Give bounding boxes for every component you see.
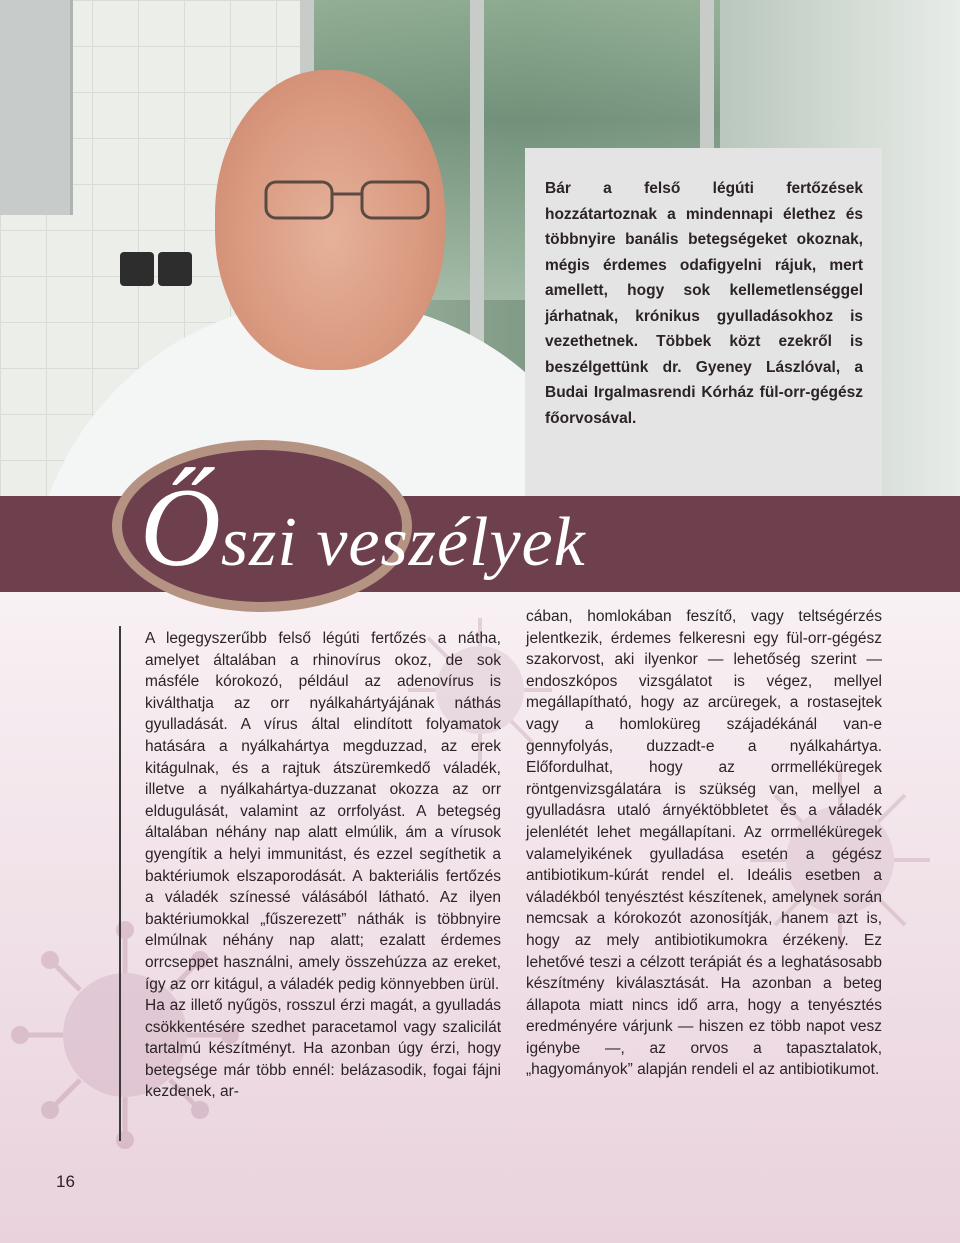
article-title: [140, 466, 586, 599]
title-initial: Ő: [140, 466, 221, 590]
glasses: [262, 178, 432, 222]
column1-paragraph-1: A legegyszerűbb felső légúti fertőzés a nátha, amelyet általában a rhinovírus okoz, de sok másféle kórokozó, például az adenovírus is kiválthatja az orr nyálkahártyájának náthás gyulladását. A vírus által elindított folyamatok hatására a nyálkahártya megduzzad, az erek kitágulnak, és a rajtuk átszüremkedő váladék, illetve a nyálkahártya-duzzanat okozza az orr eldugulását, valamint az orrfolyást. A betegség általában néhány nap alatt elmúlik, ám a vírusok gyengítik a helyi immunitást, és ezzel segíthetik a baktériumok elszaporodását. A bakteriális fertőzés a váladék színessé válásából látható. Az ilyen baktériumokkal „fűszerezett” náthák is többnyire elmúlnak néhány nap alatt; ezalatt érdemes orrcseppet használni, amely összehúzza az ereket, így az orr kitágul, a váladék pedig könnyebben ürül.: [145, 630, 501, 993]
wall-socket: [158, 252, 192, 286]
page-number: 16: [56, 1172, 75, 1191]
article-column-2: [526, 606, 882, 1081]
wall-panel: [0, 0, 73, 215]
wall-socket: [120, 252, 154, 286]
intro-text: Bár a felső légúti fertőzések hozzátartoznak a mindennapi élethez és többnyire banális betegségeket okoznak, mégis érdemes odafigyelni rájuk, mert amellett, hogy sok kellemetlenséggel járhatnak, krónikus gyulladásokhoz is vezethetnek. Többek közt ezekről is beszélgettünk dr. Gyeney Lászlóval, a Budai Irgalmasrendi Kórház fül-orr-gégész főorvosával.: [545, 180, 863, 427]
title-rest: szi veszélyek: [220, 504, 586, 581]
column1-paragraph-2: Ha az illető nyűgös, rosszul érzi magát, a gyulladás csökkentésére szedhet paracetamol vagy szalicilát tartalmú készítményt. Ha azonban úgy érzi, hogy betegsége már több ennél: belázasodik, fogai fájni kezdenek, ar-: [145, 997, 501, 1101]
article-column-1: [145, 628, 501, 1103]
column-rule: [119, 626, 121, 1141]
column2-paragraph: cában, homlokában feszítő, vagy teltségérzés jelentkezik, érdemes felkeresni egy fül-orr-gégész szakorvost, aki ilyenkor — lehetőség szerint — endoszkópos vizsgálatot is végez, mellyel megállapítható, hogy az arcüregek, a rostasejtek vagy a homloküreg szájadékánál van-e gennyfolyás, duzzadt-e a nyálkahártya. Előfordulhat, hogy az orrmelléküregek röntgenvizsgálatára is szükség van, mellyel a gyulladásra utaló árnyéktöbbletet és a váladék jelenlétét lehet megállapítani. Az orrmelléküregek valamelyikének gyulladása esetén a gégész antibiotikum-kúrát rendel el. Ideális esetben a váladékból tenyésztést készítenek, amelynek során nemcsak a kórokozót azonosítják, hanem azt is, hogy az mely antibiotikumokra érzékeny. Ez lehetővé teszi a célzott terápiát és a leghatásosabb készítmény kiválasztását. Ha azonban a beteg állapota miatt nincs idő arra, hogy a tenyésztés eredményére várjunk — hiszen ez több napot vesz igénybe —, az orvos a tapasztalatok, „hagyományok” alapján rendeli el az antibiotikumot.: [526, 608, 882, 1079]
